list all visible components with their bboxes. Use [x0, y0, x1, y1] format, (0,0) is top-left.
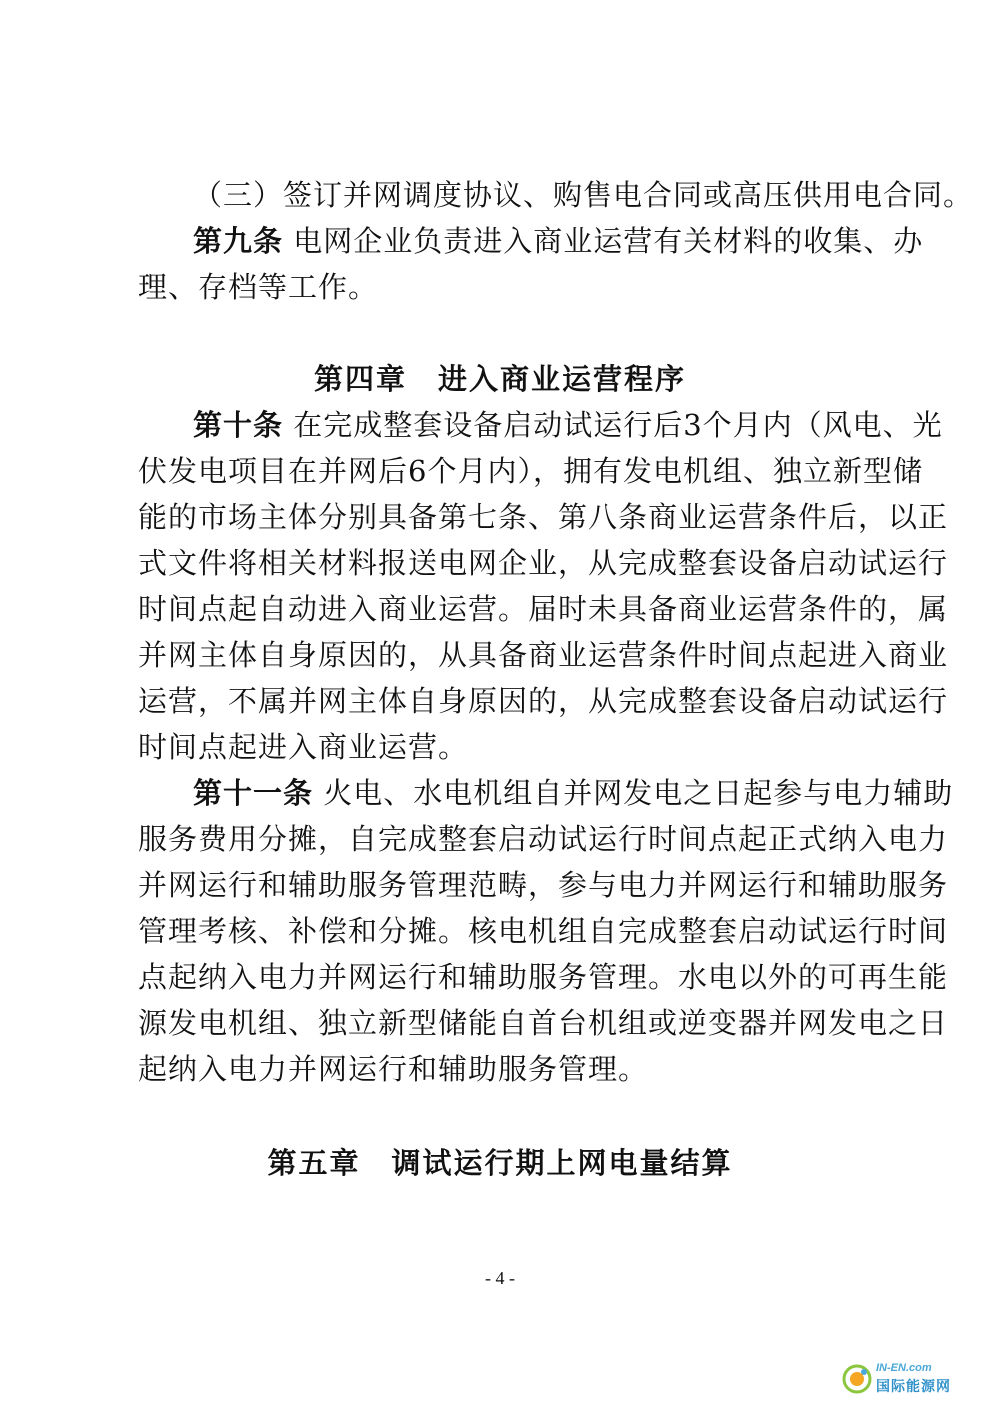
article-10-line-1: 第十条 在完成整套设备启动试运行后3个月内（风电、光 [193, 408, 943, 442]
paragraph-item-3: （三）签订并网调度协议、购售电合同或高压供用电合同。 [193, 178, 974, 212]
article-10-line-5: 时间点起自动进入商业运营。届时未具备商业运营条件的，属 [138, 592, 949, 626]
chapter-4-heading: 第四章 进入商业运营程序 [313, 362, 686, 396]
article-10-line-2: 伏发电项目在并网后6个月内），拥有发电机组、独立新型储 [138, 454, 923, 488]
watermark-name: 国际能源网 [876, 1379, 951, 1395]
article-11-heading: 第十一条 [193, 776, 314, 810]
chapter-5-heading: 第五章 调试运行期上网电量结算 [267, 1146, 733, 1180]
watermark-domain: IN-EN.com [876, 1362, 932, 1374]
article-10-line-8: 时间点起进入商业运营。 [138, 730, 469, 764]
article-11-line-2: 服务费用分摊，自完成整套启动试运行时间点起正式纳入电力 [138, 822, 949, 856]
article-11-line-1: 第十一条 火电、水电机组自并网发电之日起参与电力辅助 [193, 776, 954, 810]
article-10-line-6: 并网主体自身原因的，从具备商业运营条件时间点起进入商业 [138, 638, 949, 672]
article-11-line-5: 点起纳入电力并网运行和辅助服务管理。水电以外的可再生能 [138, 960, 949, 994]
page-number: - 4 - [485, 1268, 515, 1288]
watermark-logo [842, 1360, 982, 1400]
article-10-line-4: 式文件将相关材料报送电网企业，从完成整套设备启动试运行 [138, 546, 949, 580]
article-10-line-3: 能的市场主体分别具备第七条、第八条商业运营条件后，以正 [138, 500, 949, 534]
article-9-line-1: 第九条 电网企业负责进入商业运营有关材料的收集、办 [193, 224, 924, 258]
article-9-heading: 第九条 [193, 224, 284, 258]
article-10-heading: 第十条 [193, 408, 284, 442]
article-11-line-4: 管理考核、补偿和分摊。核电机组自完成整套启动试运行时间 [138, 914, 949, 948]
article-9-line-2: 理、存档等工作。 [138, 270, 379, 304]
in-en-logo-icon [842, 1364, 872, 1394]
article-10-line-7: 运营，不属并网主体自身原因的，从完成整套设备启动试运行 [138, 684, 949, 718]
article-11-line-7: 起纳入电力并网运行和辅助服务管理。 [138, 1052, 649, 1086]
article-11-line-6: 源发电机组、独立新型储能自首台机组或逆变器并网发电之日 [138, 1006, 949, 1040]
article-11-line-3: 并网运行和辅助服务管理范畴，参与电力并网运行和辅助服务 [138, 868, 949, 902]
